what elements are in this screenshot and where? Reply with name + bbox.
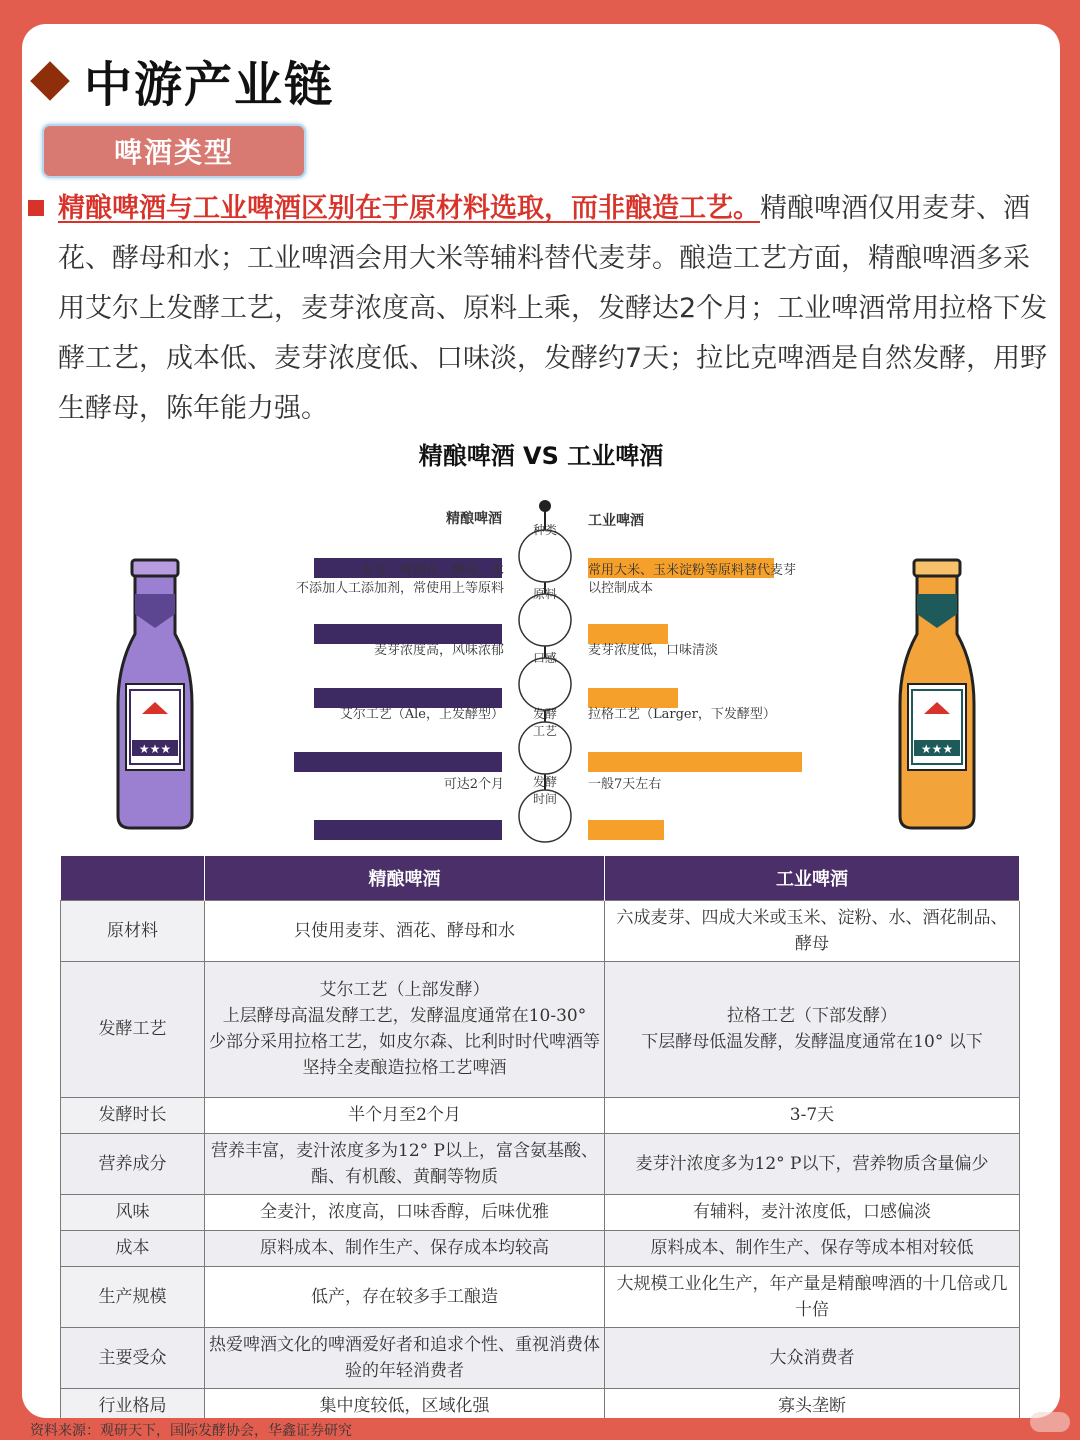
row-label-cell: 发酵时长 — [61, 1097, 205, 1133]
table-row — [61, 1230, 1020, 1266]
comparison-table — [60, 856, 1020, 1418]
table-cell: 六成麦芽、四成大米或玉米、淀粉、水、酒花制品、酵母 — [605, 900, 1020, 961]
intro-paragraph — [58, 184, 1048, 434]
craft-time-label: 可达2个月 — [443, 777, 504, 792]
node-label-material: 原料 — [532, 587, 557, 601]
industrial-process-label: 拉格工艺（Larger，下发酵型） — [588, 707, 776, 722]
row-label-cell: 营养成分 — [61, 1133, 205, 1194]
table-cell: 寡头垄断 — [605, 1388, 1020, 1418]
table-cell: 营养丰富，麦汁浓度多为12° P以上，富含氨基酸、酯、有机酸、黄酮等物质 — [205, 1133, 605, 1194]
square-bullet-icon — [28, 200, 44, 216]
table-row — [61, 900, 1020, 961]
industrial-bar-process — [588, 752, 802, 772]
table-cell: 艾尔工艺（上部发酵） 上层酵母高温发酵工艺，发酵温度通常在10-30° 少部分采用拉格工艺，如皮尔森、比利时时代啤酒等坚持全麦酿造拉格工艺啤酒 — [205, 961, 605, 1097]
craft-process-label: 艾尔工艺（Ale，上发酵型） — [339, 707, 504, 722]
table-cell: 原料成本、制作生产、保存成本均较高 — [205, 1230, 605, 1266]
industrial-beer-bottle-icon — [900, 560, 974, 828]
table-cell: 麦芽汁浓度多为12° P以下，营养物质含量偏少 — [605, 1133, 1020, 1194]
craft-bar-material — [314, 624, 502, 644]
table-row — [61, 1388, 1020, 1418]
table-header-cell — [61, 856, 205, 900]
table-cell: 集中度较低，区域化强 — [205, 1388, 605, 1418]
diamond-bullet-icon — [30, 61, 70, 101]
row-label-cell: 生产规模 — [61, 1266, 205, 1327]
table-cell: 热爱啤酒文化的啤酒爱好者和追求个性、重视消费体验的年轻消费者 — [205, 1327, 605, 1388]
craft-material-label: 麦芽、啤酒花、酵母、水 不添加人工添加剂，常使用上等原料 — [295, 563, 504, 596]
timeline-start-dot — [539, 500, 551, 512]
table-cell: 半个月至2个月 — [205, 1097, 605, 1133]
craft-header: 精酿啤酒 — [446, 511, 502, 527]
node-label-type: 种类 — [532, 523, 557, 537]
paragraph-body: 精酿啤酒仅用麦芽、酒花、酵母和水；工业啤酒会用大米等辅料替代麦芽。酿造工艺方面，精酿啤酒多采用艾尔上发酵工艺，麦芽浓度高、原料上乘，发酵达2个月；工业啤酒常用拉格下发酵工艺，成本低、麦芽浓度低、口味淡，发酵约7天；拉比克啤酒是自然发酵，用野生酵母，陈年能力强。 — [58, 193, 1048, 424]
table-row — [61, 1327, 1020, 1388]
table-cell: 只使用麦芽、酒花、酵母和水 — [205, 900, 605, 961]
table-header-cell: 工业啤酒 — [605, 856, 1020, 900]
table-cell: 大众消费者 — [605, 1327, 1020, 1388]
table-cell: 有辅料，麦汁浓度低，口感偏淡 — [605, 1194, 1020, 1230]
svg-text:★★★: ★★★ — [138, 742, 172, 756]
highlight-sentence: 精酿啤酒与工业啤酒区别在于原材料选取，而非酿造工艺。 — [58, 193, 760, 224]
table-cell: 全麦汁，浓度高，口味香醇，后味优雅 — [205, 1194, 605, 1230]
section-heading — [30, 46, 334, 115]
table-row — [61, 1097, 1020, 1133]
table-row — [61, 961, 1020, 1097]
row-label-cell: 风味 — [61, 1194, 205, 1230]
table-cell: 低产，存在较多手工酿造 — [205, 1266, 605, 1327]
row-label-cell: 行业格局 — [61, 1388, 205, 1418]
table-cell: 大规模工业化生产，年产量是精酿啤酒的十几倍或几十倍 — [605, 1266, 1020, 1327]
industrial-header: 工业啤酒 — [588, 513, 644, 529]
craft-taste-label: 麦芽浓度高，风味浓郁 — [373, 643, 504, 658]
node-label-process: 发酵 工艺 — [532, 707, 557, 738]
section-title: 中游产业链 — [84, 57, 335, 113]
table-row — [61, 1194, 1020, 1230]
content-card — [22, 24, 1060, 1418]
table-cell: 3-7天 — [605, 1097, 1020, 1133]
industrial-taste-label: 麦芽浓度低，口味清淡 — [588, 643, 719, 658]
craft-bar-process — [294, 752, 502, 772]
industrial-bar-time — [588, 820, 664, 840]
row-label-cell: 成本 — [61, 1230, 205, 1266]
table-row — [61, 1133, 1020, 1194]
row-label-cell: 发酵工艺 — [61, 961, 205, 1097]
table-cell: 拉格工艺（下部发酵） 下层酵母低温发酵，发酵温度通常在10° 以下 — [605, 961, 1020, 1097]
industrial-bar-material — [588, 624, 668, 644]
industrial-material-label: 常用大米、玉米淀粉等原料替代麦芽 以控制成本 — [588, 563, 797, 596]
svg-text:★★★: ★★★ — [920, 742, 954, 756]
craft-bar-taste — [314, 688, 502, 708]
node-label-taste: 口感 — [532, 651, 557, 665]
comparison-title: 精酿啤酒 VS 工业啤酒 — [418, 442, 664, 470]
craft-beer-bottle-icon — [118, 560, 192, 828]
source-footnote: 资料来源：观研天下，国际发酵协会，华鑫证券研究 — [30, 1423, 352, 1439]
industrial-time-label: 一般7天左右 — [588, 777, 662, 792]
table-row — [61, 1266, 1020, 1327]
table-header-row — [61, 856, 1020, 900]
table-cell: 原料成本、制作生产、保存等成本相对较低 — [605, 1230, 1020, 1266]
node-label-time: 发酵 时间 — [532, 775, 557, 806]
table-header-cell: 精酿啤酒 — [205, 856, 605, 900]
row-label-cell: 原材料 — [61, 900, 205, 961]
beer-type-tag: 啤酒类型 — [42, 124, 306, 178]
craft-bar-time — [314, 820, 502, 840]
row-label-cell: 主要受众 — [61, 1327, 205, 1388]
watermark-icon — [1030, 1412, 1070, 1432]
industrial-bar-taste — [588, 688, 678, 708]
